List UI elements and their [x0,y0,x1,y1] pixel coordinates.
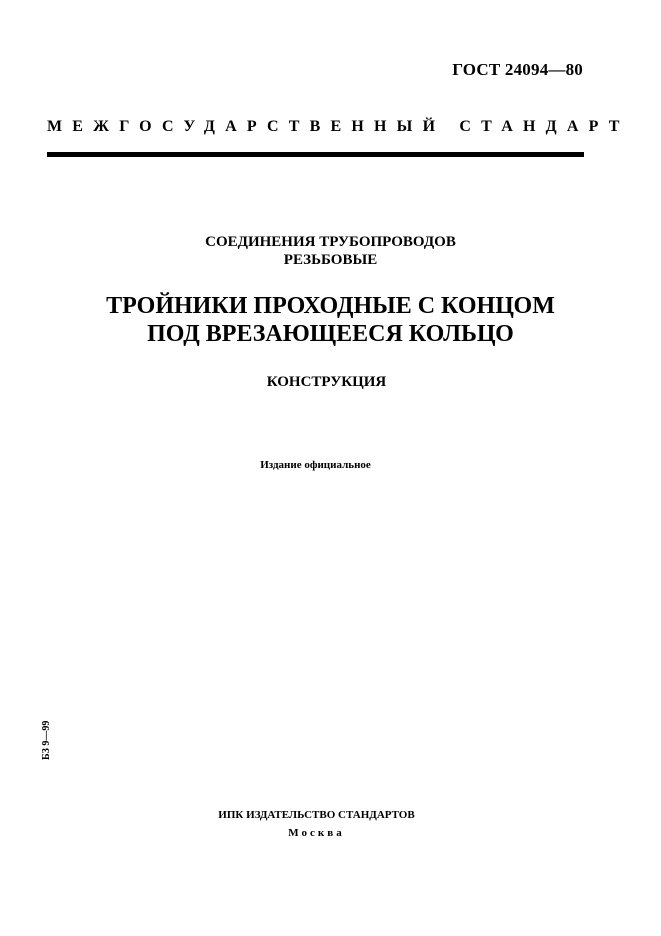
group-title-line: РЕЗЬБОВЫЕ [283,252,378,268]
main-title [0,292,661,348]
standard-type-heading: МЕЖГОСУДАРСТВЕННЫЙ СТАНДАРТ [47,118,630,135]
header-rule [47,152,584,157]
side-mark: БЗ 9—99 [41,720,52,760]
main-title-line: ПОД ВРЕЗАЮЩЕЕСЯ КОЛЬЦО [147,321,514,347]
publisher: ИПК ИЗДАТЕЛЬСТВО СТАНДАРТОВ [218,809,415,821]
main-title-line: ТРОЙНИКИ ПРОХОДНЫЕ С КОНЦОМ [106,293,555,319]
subtitle: КОНСТРУКЦИЯ [266,374,387,390]
group-title [0,233,661,269]
document-code: ГОСТ 24094—80 [452,60,583,79]
edition-note: Издание официальное [260,459,371,471]
publisher-city: Москва [288,827,345,839]
group-title-line: СОЕДИНЕНИЯ ТРУБОПРОВОДОВ [205,234,456,250]
